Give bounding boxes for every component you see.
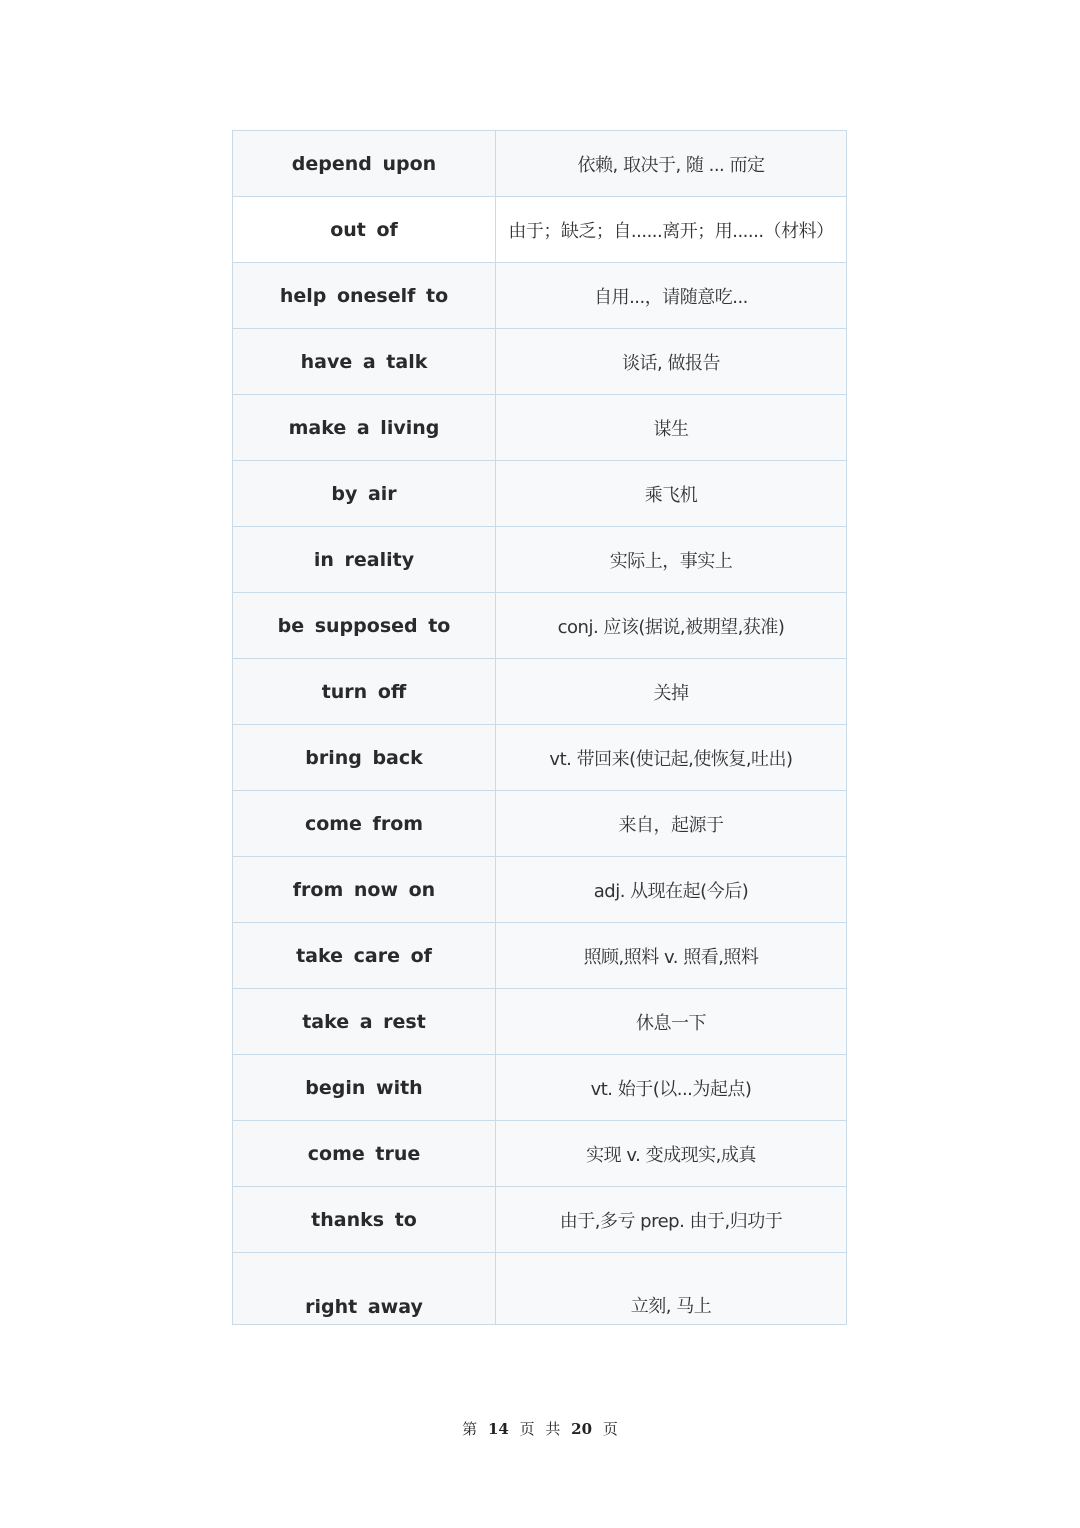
phrase-cell: in reality [233, 527, 496, 593]
meaning-cell: 由于；缺乏；自......离开；用......（材料） [496, 197, 847, 263]
total-page-count: 20 [571, 1420, 593, 1438]
meaning-cell: vt. 始于(以...为起点) [496, 1055, 847, 1121]
phrase-cell: come from [233, 791, 496, 857]
phrase-cell: bring back [233, 725, 496, 791]
table-row [233, 857, 847, 923]
phrase-cell: take a rest [233, 989, 496, 1055]
footer-middle: 页 共 [519, 1420, 561, 1438]
phrase-cell: out of [233, 197, 496, 263]
meaning-cell: 照顾,照料 v. 照看,照料 [496, 923, 847, 989]
meaning-cell: 立刻, 马上 [496, 1253, 847, 1325]
phrase-cell: begin with [233, 1055, 496, 1121]
phrase-cell: thanks to [233, 1187, 496, 1253]
table-row [233, 131, 847, 197]
table-row [233, 263, 847, 329]
table-row [233, 329, 847, 395]
meaning-cell: 来自，起源于 [496, 791, 847, 857]
phrase-cell: by air [233, 461, 496, 527]
table-row [233, 527, 847, 593]
table-row [233, 659, 847, 725]
page-footer [0, 1418, 1080, 1439]
table-row [233, 395, 847, 461]
meaning-cell: 自用...，请随意吃... [496, 263, 847, 329]
meaning-cell: 休息一下 [496, 989, 847, 1055]
phrase-cell: depend upon [233, 131, 496, 197]
meaning-cell: 乘飞机 [496, 461, 847, 527]
table-row [233, 1055, 847, 1121]
meaning-cell: 由于,多亏 prep. 由于,归功于 [496, 1187, 847, 1253]
footer-prefix: 第 [462, 1420, 478, 1438]
phrase-cell: right away [233, 1253, 496, 1325]
phrase-cell: help oneself to [233, 263, 496, 329]
meaning-cell: 实现 v. 变成现实,成真 [496, 1121, 847, 1187]
phrase-cell: make a living [233, 395, 496, 461]
current-page-number: 14 [487, 1420, 509, 1438]
phrase-cell: from now on [233, 857, 496, 923]
table-row [233, 1253, 847, 1325]
table-row [233, 725, 847, 791]
phrase-cell: take care of [233, 923, 496, 989]
meaning-cell: vt. 带回来(使记起,使恢复,吐出) [496, 725, 847, 791]
phrase-cell: be supposed to [233, 593, 496, 659]
footer-suffix: 页 [602, 1420, 618, 1438]
vocabulary-table [232, 130, 847, 1325]
meaning-cell: 谈话, 做报告 [496, 329, 847, 395]
phrase-cell: turn off [233, 659, 496, 725]
meaning-cell: conj. 应该(据说,被期望,获准) [496, 593, 847, 659]
meaning-cell: 依赖, 取决于, 随 ... 而定 [496, 131, 847, 197]
table-row [233, 461, 847, 527]
table-row [233, 923, 847, 989]
meaning-cell: adj. 从现在起(今后) [496, 857, 847, 923]
phrase-cell: have a talk [233, 329, 496, 395]
table-row [233, 1187, 847, 1253]
table-row [233, 593, 847, 659]
table-row [233, 989, 847, 1055]
table-row [233, 197, 847, 263]
meaning-cell: 谋生 [496, 395, 847, 461]
meaning-cell: 关掉 [496, 659, 847, 725]
table-row [233, 1121, 847, 1187]
table-row [233, 791, 847, 857]
meaning-cell: 实际上，事实上 [496, 527, 847, 593]
phrase-cell: come true [233, 1121, 496, 1187]
vocabulary-table-body [233, 131, 847, 1325]
